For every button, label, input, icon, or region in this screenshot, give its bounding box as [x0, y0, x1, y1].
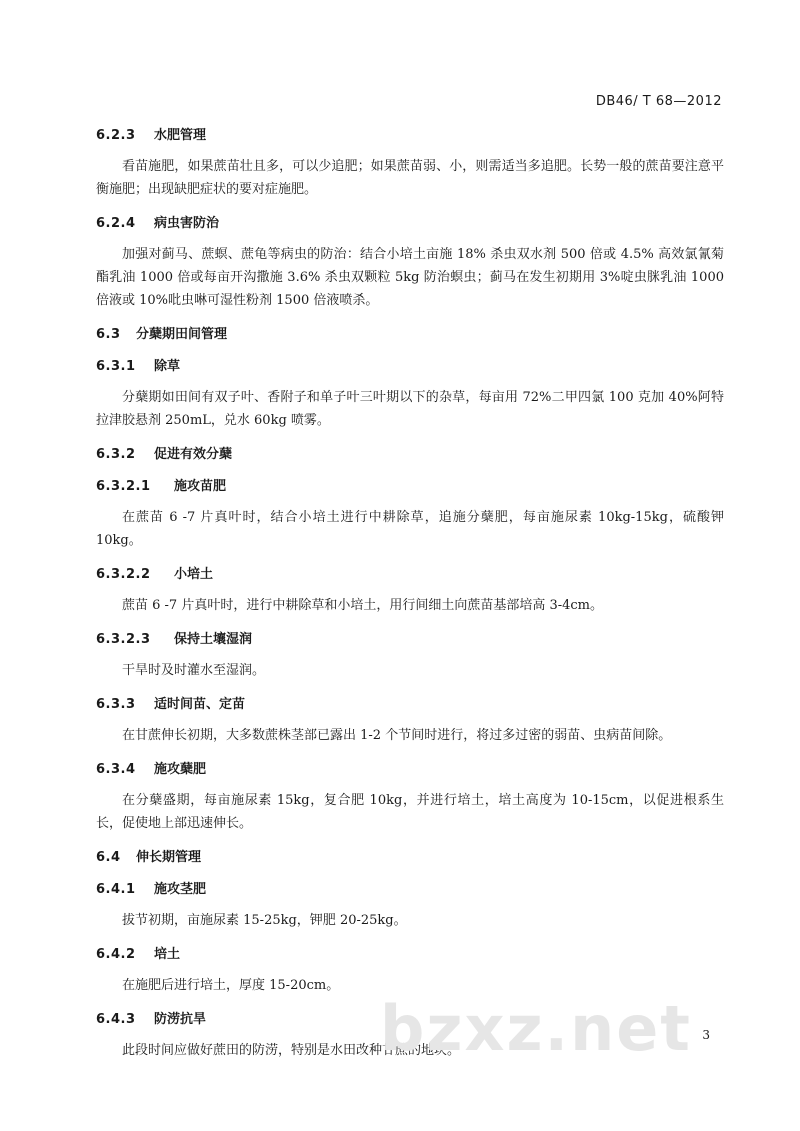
- heading-6-3-2-1: 6.3.2.1 施攻苗肥: [96, 479, 227, 494]
- paragraph-6-2-3: 看苗施肥，如果蔗苗壮且多，可以少追肥；如果蔗苗弱、小，则需适当多追肥。长势一般的蔗苗要注意平衡施肥；出现缺肥症状的要对症施肥。: [96, 159, 724, 197]
- paragraph-6-4-2: 在施肥后进行培土，厚度 15-20cm。: [122, 978, 340, 993]
- paragraph-6-3-3: 在甘蔗伸长初期，大多数蔗株茎部已露出 1-2 个节间时进行，将过多过密的弱苗、虫病苗间除。: [122, 728, 672, 743]
- heading-6-3-2-2: 6.3.2.2 小培土: [96, 567, 214, 582]
- heading-6-3-2: 6.3.2 促进有效分蘖: [96, 447, 233, 462]
- paragraph-6-4-1: 拔节初期，亩施尿素 15-25kg，钾肥 20-25kg。: [122, 913, 407, 928]
- heading-6-2-4: 6.2.4 病虫害防治: [96, 216, 220, 231]
- heading-6-3-1: 6.3.1 除草: [96, 359, 181, 374]
- heading-6-3-4: 6.3.4 施攻蘖肥: [96, 762, 207, 777]
- paragraph-6-3-2-3: 干旱时及时灌水至湿润。: [122, 663, 266, 678]
- paragraph-6-3-1: 分蘖期如田间有双子叶、香附子和单子叶三叶期以下的杂草，每亩用 72%二甲四氯 100 克加 40%阿特拉津胶悬剂 250mL，兑水 60kg 喷雾。: [96, 390, 724, 428]
- paragraph-6-3-2-2: 蔗苗 6 -7 片真叶时，进行中耕除草和小培土，用行间细土向蔗苗基部培高 3-4cm。: [122, 598, 604, 613]
- page-number: 3: [702, 1028, 710, 1042]
- paragraph-6-3-2-1: 在蔗苗 6 -7 片真叶时，结合小培土进行中耕除草，追施分蘖肥，每亩施尿素 10kg-15kg，硫酸钾 10kg。: [96, 510, 724, 548]
- paragraph-6-3-4: 在分蘖盛期，每亩施尿素 15kg，复合肥 10kg，并进行培土，培土高度为 10-15cm，以促进根系生长，促使地上部迅速伸长。: [96, 793, 724, 831]
- heading-6-4-2: 6.4.2 培土: [96, 947, 181, 962]
- heading-6-2-3: 6.2.3 水肥管理: [96, 128, 207, 143]
- heading-6-4: 6.4 伸长期管理: [96, 850, 202, 865]
- heading-6-4-1: 6.4.1 施攻茎肥: [96, 882, 207, 897]
- standard-code: DB46/ T 68—2012: [595, 94, 722, 109]
- heading-6-3: 6.3 分蘖期田间管理: [96, 327, 228, 342]
- paragraph-6-4-3: 此段时间应做好蔗田的防涝，特别是水田改种甘蔗的地块。: [122, 1043, 461, 1058]
- heading-6-3-3: 6.3.3 适时间苗、定苗: [96, 697, 246, 712]
- paragraph-6-2-4: 加强对蓟马、蔗螟、蔗龟等病虫的防治：结合小培土亩施 18% 杀虫双水剂 500 倍或 4.5% 高效氯氰菊酯乳油 1000 倍或每亩开沟撒施 3.6% 杀虫双颗粒 5kg 防治螟虫；蓟马在发生初期用 3%啶虫脒乳油 1000 倍液或 10%吡虫啉可湿性粉剂 1500 倍液喷杀。: [96, 247, 724, 308]
- document-body: [96, 123, 724, 1072]
- heading-6-4-3: 6.4.3 防涝抗旱: [96, 1012, 207, 1027]
- heading-6-3-2-3: 6.3.2.3 保持土壤湿润: [96, 632, 253, 647]
- watermark: bzxz.net: [380, 992, 692, 1065]
